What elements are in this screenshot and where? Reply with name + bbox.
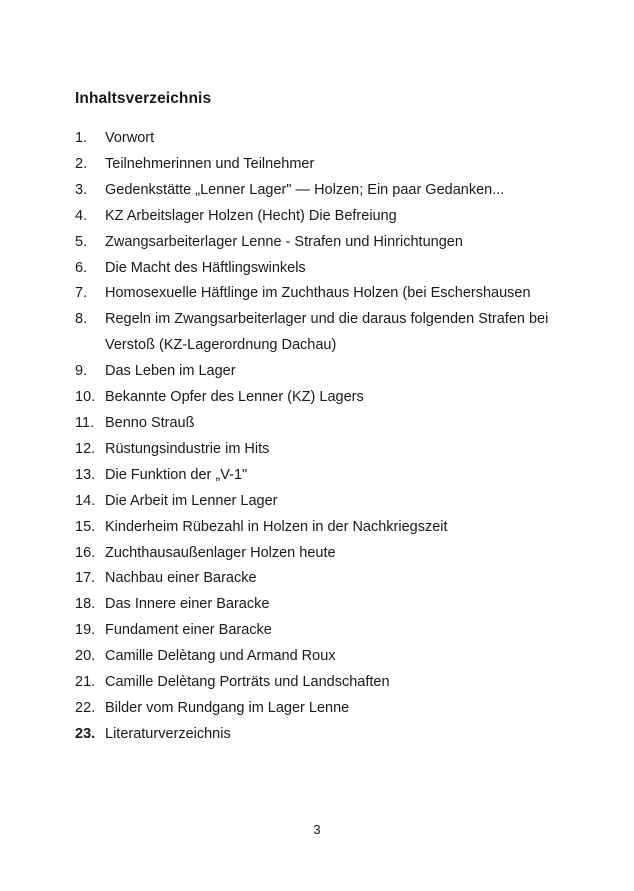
- toc-entry: [75, 644, 575, 670]
- toc-entry-title: Benno Strauß: [105, 414, 195, 431]
- toc-entry: [75, 722, 575, 748]
- toc-entry-title: Camille Delètang Porträts und Landschaften: [105, 674, 390, 691]
- toc-entry-title: Bekannte Opfer des Lenner (KZ) Lagers: [105, 389, 364, 406]
- toc-entry-number: 17.: [75, 570, 96, 587]
- toc-entry-number: 13.: [75, 466, 96, 483]
- toc-entry: [75, 437, 575, 463]
- toc-entry: [75, 359, 575, 385]
- toc-entry-title: Zwangsarbeiterlager Lenne - Strafen und Hinrichtungen: [105, 233, 463, 250]
- toc-entry-number: 20.: [75, 648, 96, 665]
- toc-entry-title: Die Arbeit im Lenner Lager: [105, 492, 278, 509]
- toc-entry-title: KZ Arbeitslager Holzen (Hecht) Die Befreiung: [105, 207, 397, 224]
- toc-entry-number: 22.: [75, 699, 96, 716]
- toc-entry-number: 15.: [75, 518, 96, 535]
- toc-entry-number: 9.: [75, 363, 88, 380]
- toc-entry-title: Literaturverzeichnis: [105, 725, 231, 742]
- toc-entry: [75, 566, 575, 592]
- toc-entry: [75, 307, 575, 359]
- toc-entry: [75, 411, 575, 437]
- toc-entry-title: Camille Delètang und Armand Roux: [105, 648, 336, 665]
- toc-entry: [75, 385, 575, 411]
- toc-entry: [75, 670, 575, 696]
- toc-entry-number: 18.: [75, 596, 96, 613]
- toc-entry-number: 23.: [75, 725, 96, 742]
- toc-entry-number: 19.: [75, 622, 96, 639]
- toc-entry-number: 12.: [75, 440, 96, 457]
- toc-entry-title: Rüstungsindustrie im Hits: [105, 440, 270, 457]
- toc-entry: [75, 489, 575, 515]
- toc-entry: [75, 696, 575, 722]
- toc-entry-title: Das Leben im Lager: [105, 363, 236, 380]
- toc-entry: [75, 256, 575, 282]
- toc-entry: [75, 281, 575, 307]
- toc-entry: [75, 541, 575, 567]
- toc-entry-number: 11.: [75, 414, 95, 431]
- toc-entry-number: 21.: [75, 674, 96, 691]
- toc-entry-number: 2.: [75, 155, 88, 172]
- toc-entry-title: Bilder vom Rundgang im Lager Lenne: [105, 699, 350, 716]
- toc-entry: [75, 618, 575, 644]
- toc-entry-title: Die Macht des Häftlingswinkels: [105, 259, 306, 276]
- toc-heading: Inhaltsverzeichnis: [75, 90, 212, 107]
- toc-entry-number: 5.: [75, 233, 88, 250]
- toc-entry-title: Teilnehmerinnen und Teilnehmer: [105, 155, 315, 172]
- toc-entry-title: Nachbau einer Baracke: [105, 570, 257, 587]
- toc-entry: [75, 592, 575, 618]
- toc-entry-title: Homosexuelle Häftlinge im Zuchthaus Holzen (bei Eschershausen: [105, 285, 531, 302]
- toc-entry-number: 3.: [75, 181, 88, 198]
- toc-entry: [75, 515, 575, 541]
- toc-entry-title: Fundament einer Baracke: [105, 622, 272, 639]
- toc-entry-title: Das Innere einer Baracke: [105, 596, 270, 613]
- toc-entry-number: 16.: [75, 544, 96, 561]
- toc-entry-number: 1.: [75, 130, 88, 146]
- toc-entry-number: 14.: [75, 492, 96, 509]
- toc-entry-number: 7.: [75, 285, 88, 302]
- toc-entry: [75, 152, 575, 178]
- toc-entry-number: 10.: [75, 389, 96, 406]
- toc-entry: [75, 126, 575, 152]
- toc-entry: [75, 204, 575, 230]
- toc-entry-number: 4.: [75, 207, 88, 224]
- toc-entry-title: Kinderheim Rübezahl in Holzen in der Nachkriegszeit: [105, 518, 448, 535]
- toc-entry-title: Zuchthausaußenlager Holzen heute: [105, 544, 336, 561]
- toc-entry: [75, 230, 575, 256]
- toc-entry-title: Vorwort: [105, 130, 155, 146]
- toc-entry-title: Gedenkstätte „Lenner Lager" — Holzen; Ein paar Gedanken...: [105, 181, 505, 198]
- page-number: 3: [313, 822, 321, 837]
- toc-entry-title: Die Funktion der „V-1": [105, 466, 248, 483]
- toc-entry-number: 8.: [75, 311, 88, 328]
- toc-entry-number: 6.: [75, 259, 88, 276]
- toc-entry: [75, 463, 575, 489]
- toc-entry: [75, 178, 575, 204]
- toc-entry-title: Regeln im Zwangsarbeiterlager und die daraus folgenden Strafen bei Verstoß (KZ-Lagerordnung Dachau): [105, 311, 549, 354]
- toc-list: [75, 126, 575, 748]
